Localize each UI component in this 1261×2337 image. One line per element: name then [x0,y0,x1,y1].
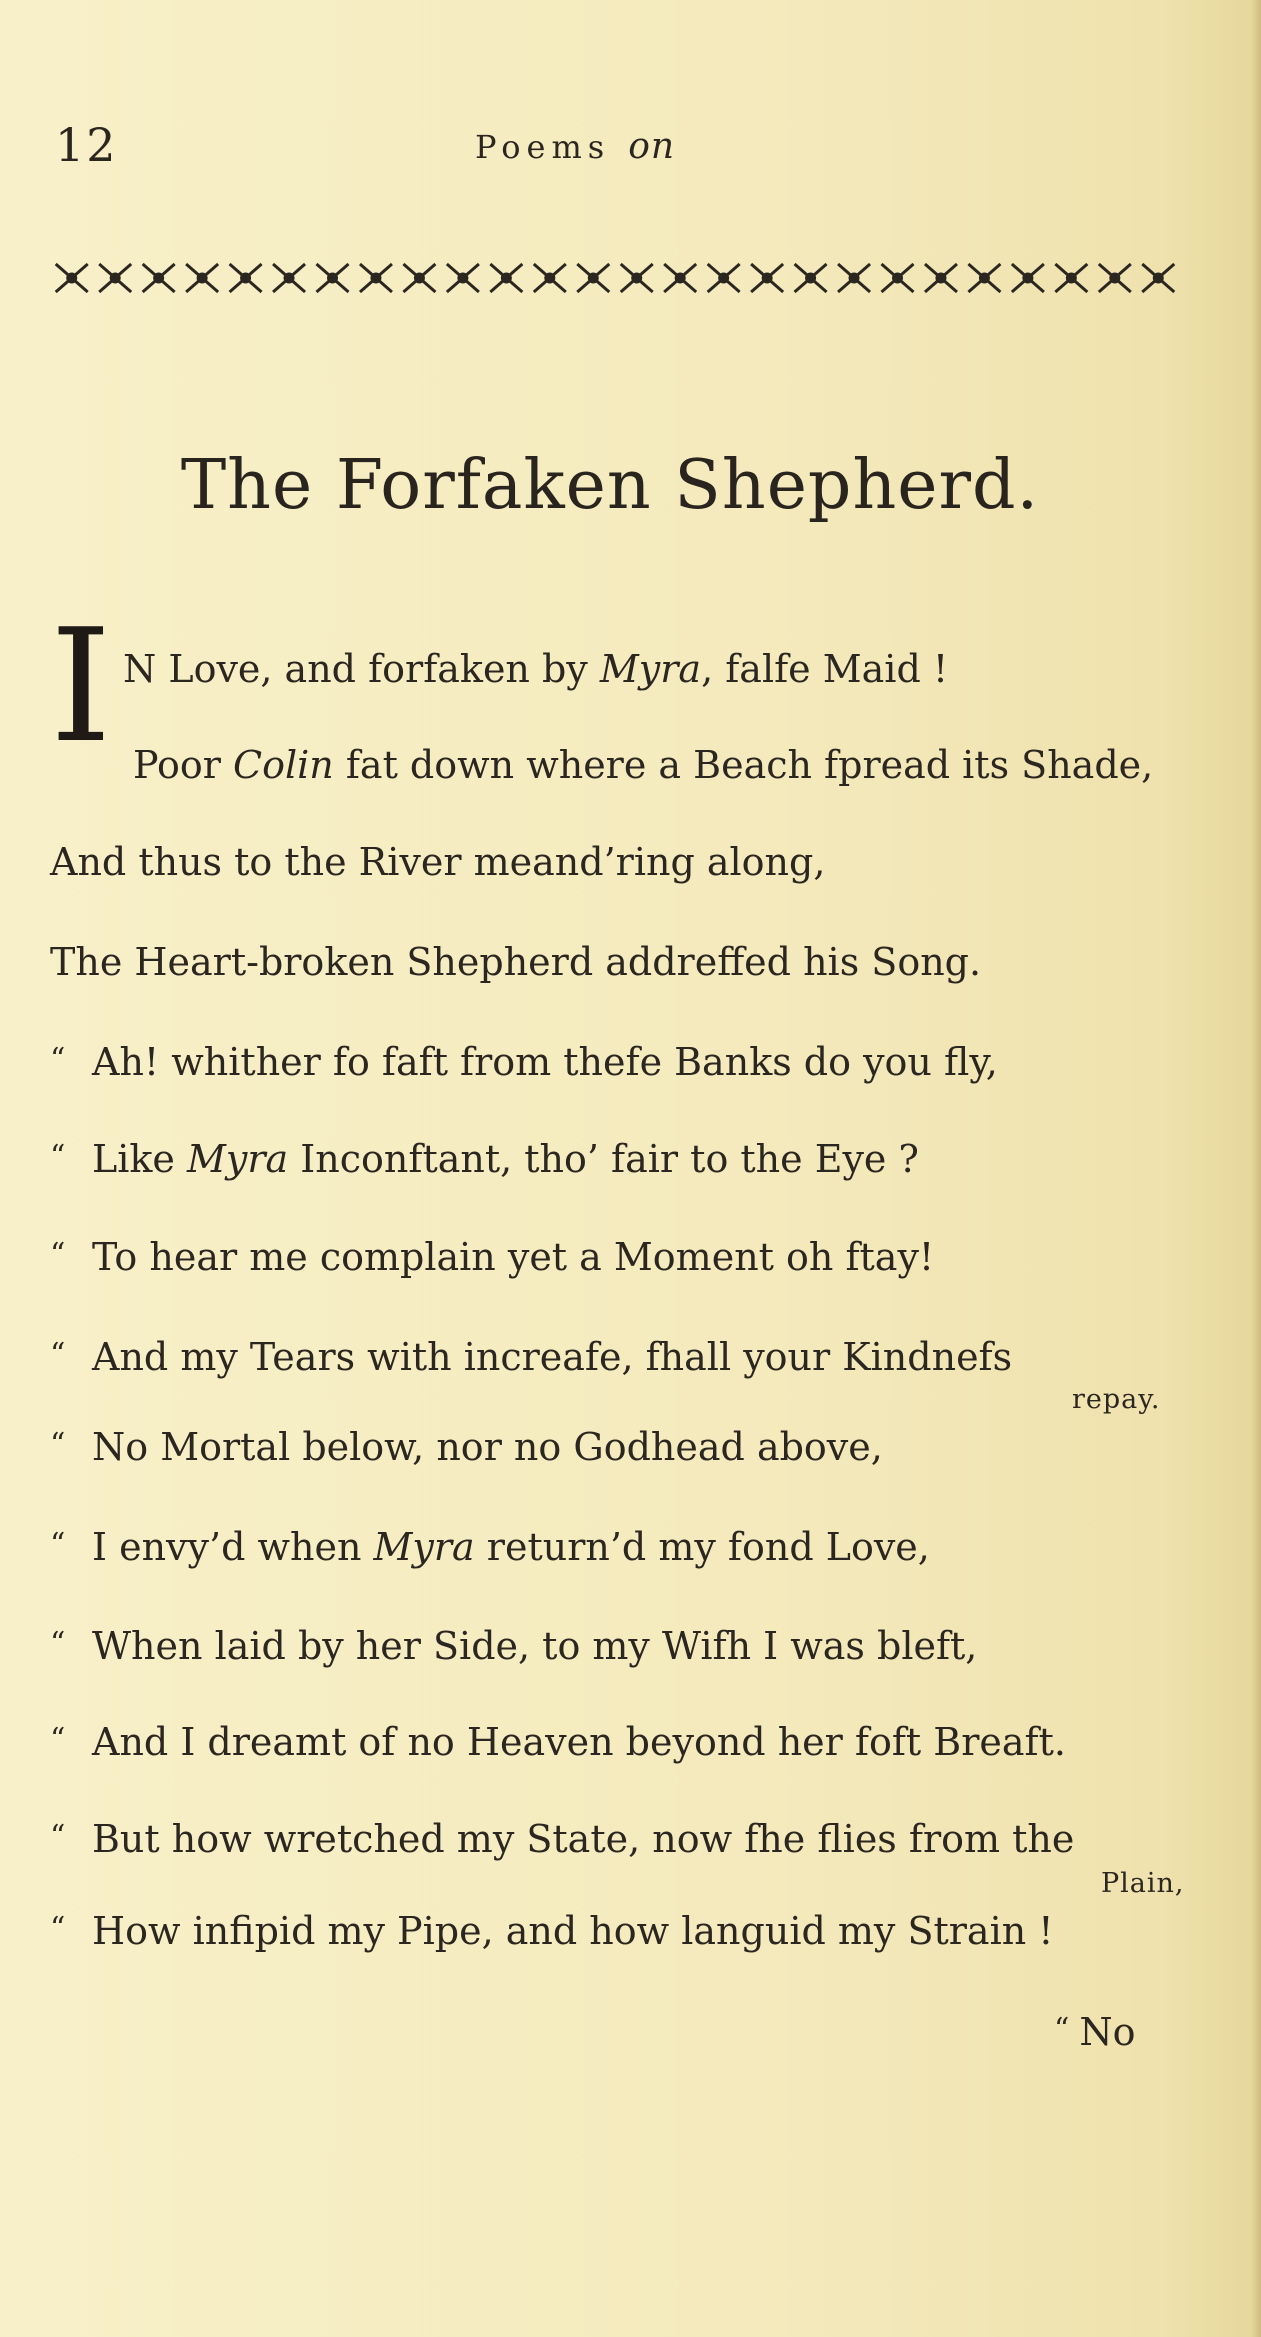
quote-mark: “ [50,1527,66,1562]
quoted-line-3-text: To hear me complain yet a Moment oh ftay! [92,1235,935,1279]
running-head [475,118,675,169]
quoted-line-4-text: And my Tears with increafe, fhall your Kindnefs [92,1335,1013,1379]
ornament-dot [459,274,467,282]
quoted-line-2-rest: Inconftant, tho’ fair to the Eye ? [288,1137,919,1181]
drop-cap: I [50,595,112,777]
quote-mark: “ [50,1819,66,1854]
quote-mark: “ [50,1427,66,1462]
ornament-dot [285,274,293,282]
quoted-line-6-name: Myra [373,1525,475,1569]
quoted-line-10-text: How infipid my Pipe, and how languid my Strain ! [92,1909,1054,1953]
ornament-dot [415,274,423,282]
ornament-dot [1067,274,1075,282]
quoted-line-2-text: Like [92,1137,187,1181]
quoted-line-6-text: I envy’d when [92,1525,374,1569]
ornament-dot [1024,274,1032,282]
quoted-line-2 [50,1137,919,1181]
poem-line-3: And thus to the River meand’ring along, [50,840,826,884]
quoted-line-1-text: Ah! whither fo faft from thefe Banks do you fly, [92,1040,998,1084]
poem-line-2-rest: fat down where a Beach fpread its Shade, [333,743,1154,787]
quoted-line-10 [50,1909,1054,1953]
ornament-dot [546,274,554,282]
quote-mark: “ [50,1722,66,1757]
ornament-dot [850,274,858,282]
quoted-line-4 [50,1335,1013,1379]
quote-mark: “ [50,1911,66,1946]
quote-mark: “ [50,1139,66,1174]
poem-line-2 [133,743,1154,787]
ornament-dot [589,274,597,282]
ornament-dot [937,274,945,282]
ornament-dot [111,274,119,282]
ornament-dot [68,274,76,282]
ornament-dot [372,274,380,282]
ornament-dot [676,274,684,282]
quoted-line-3 [50,1235,935,1279]
quoted-line-5-text: No Mortal below, nor no Godhead above, [92,1425,883,1469]
quoted-line-8 [50,1720,1066,1764]
quoted-line-6 [50,1525,930,1569]
turnover-repay: repay. [1072,1384,1161,1415]
catchword [1054,2010,1136,2054]
ornament-dot [198,274,206,282]
poem-line-1-rest: , falfe Maid ! [701,647,949,691]
ornament-dot [1111,274,1119,282]
quoted-line-9-text: But how wretched my State, now fhe flies from the [92,1817,1075,1861]
ornament-dot [329,274,337,282]
ornament-dot [1154,274,1162,282]
poem-line-1 [123,647,949,691]
quote-mark: “ [50,1337,66,1372]
quoted-line-7-text: When laid by her Side, to my Wifh I was bleft, [92,1624,978,1668]
ornament-dot [980,274,988,282]
ornament-dot [894,274,902,282]
quoted-line-6-rest: return’d my fond Love, [474,1525,930,1569]
poem-line-2-name: Colin [233,743,334,787]
page-edge-shadow [1251,0,1261,2337]
ornament-pattern [56,264,1175,292]
quote-mark: “ [50,1626,66,1661]
running-head-word: Poems [475,128,611,166]
quoted-line-2-name: Myra [186,1137,289,1181]
printers-ornament-border [50,258,1180,298]
catchword-text: No [1079,2010,1136,2054]
quoted-line-9 [50,1817,1075,1861]
quote-mark: “ [50,1042,66,1077]
poem-line-1-name: Myra [599,647,702,691]
ornament-dot [720,274,728,282]
quote-mark: “ [1054,2012,1070,2047]
quoted-line-1 [50,1040,998,1084]
ornament-dot [807,274,815,282]
quote-mark: “ [50,1237,66,1272]
turnover-plain: Plain, [1101,1868,1185,1899]
poem-line-2-text: Poor [133,743,234,787]
ornament-dot [502,274,510,282]
ornament-dot [633,274,641,282]
ornament-dot [155,274,163,282]
quoted-line-7 [50,1624,978,1668]
poem-title: The Forfaken Shepherd. [180,446,1040,525]
page-number: 12 [55,118,118,172]
ornament-dot [763,274,771,282]
poem-line-1-text: N Love, and forfaken by [123,647,600,691]
quoted-line-8-text: And I dreamt of no Heaven beyond her foft Breaft. [92,1720,1066,1764]
ornament-dot [242,274,250,282]
poem-line-4: The Heart-broken Shepherd addreffed his Song. [50,940,982,984]
running-head-italic: on [628,126,676,167]
quoted-line-5 [50,1425,883,1469]
